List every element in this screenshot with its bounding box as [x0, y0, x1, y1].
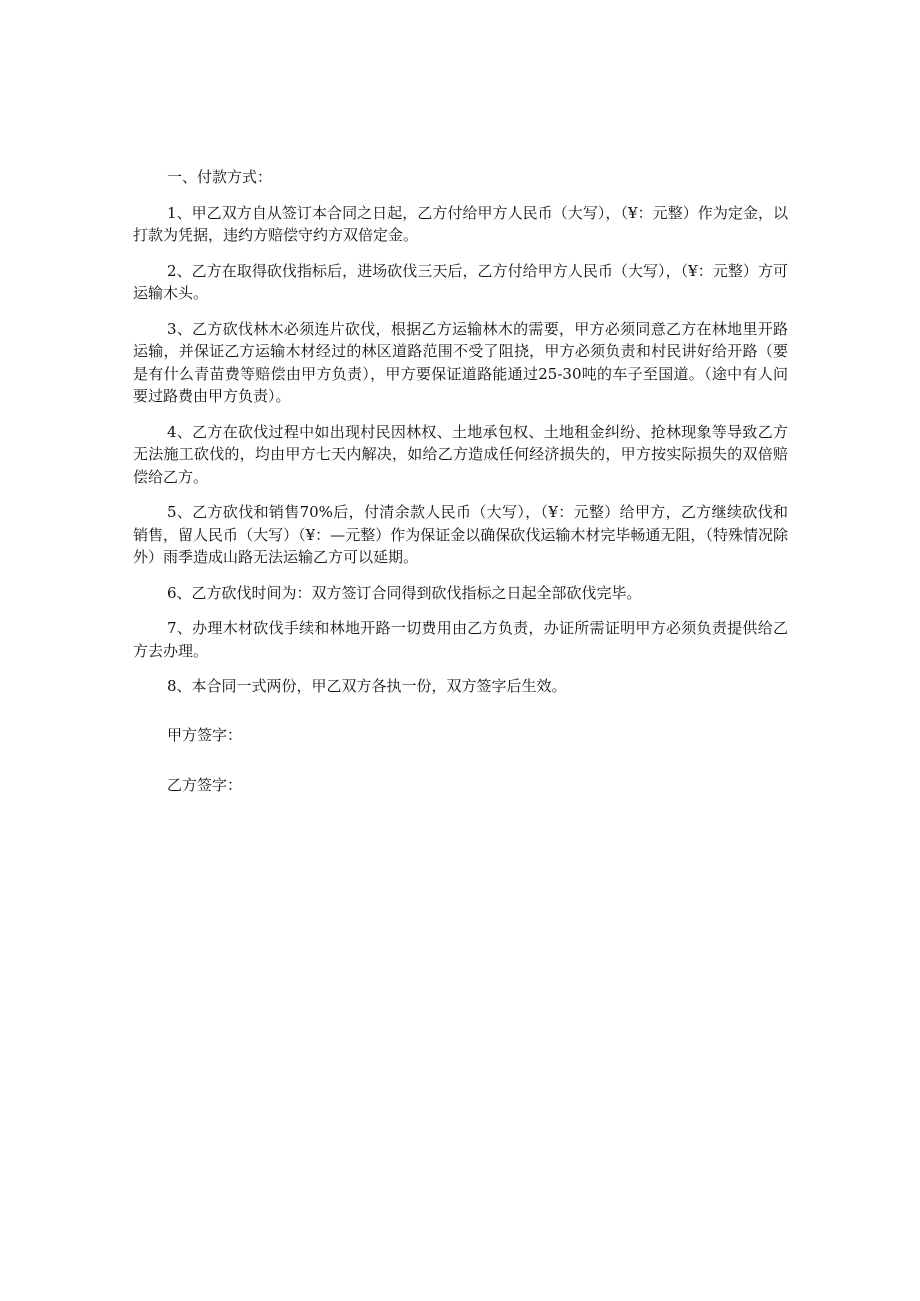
- clause-3: 3、乙方砍伐林木必须连片砍伐，根据乙方运输林木的需要，甲方必须同意乙方在林地里开路运输，并保证乙方运输木材经过的林区道路范围不受了阻挠，甲方必须负责和村民讲好给开路（要是有什么青苗费等赔偿由甲方负责），甲方要保证道路能通过25-30吨的车子至国道。（途中有人问要过路费由甲方负责）。: [133, 319, 788, 405]
- contract-body: [133, 166, 788, 825]
- party-a-signature-label: 甲方签字：: [167, 725, 243, 744]
- party-b-signature-label: 乙方签字：: [167, 776, 243, 794]
- clause-4: 4、乙方在砍伐过程中如出现村民因林权、土地承包权、土地租金纠纷、抢林现象等导致乙方无法施工砍伐的，均由甲方七天内解决，如给乙方造成任何经济损失的，甲方按实际损失的双倍赔偿给乙方。: [133, 422, 788, 486]
- clause-7: 7、办理木材砍伐手续和林地开路一切费用由乙方负责，办证所需证明甲方必须负责提供给乙方去办理。: [133, 619, 788, 660]
- clause-1: 1、甲乙双方自从签订本合同之日起，乙方付给甲方人民币（大写），（¥：元整）作为定金，以打款为凭据，违约方赔偿守约方双倍定金。: [133, 203, 788, 244]
- clause-5: 5、乙方砍伐和销售70%后，付清余款人民币（大写），（¥：元整）给甲方，乙方继续砍伐和销售，留人民币（大写）（¥：—元整）作为保证金以确保砍伐运输木材完毕畅通无阻，（特殊情况除外）雨季造成山路无法运输乙方可以延期。: [133, 503, 788, 566]
- clause-6: 6、乙方砍伐时间为：双方签订合同得到砍伐指标之日起全部砍伐完毕。: [167, 583, 642, 602]
- section-heading-payment: 一、付款方式：: [167, 168, 273, 186]
- clause-2: 2、乙方在取得砍伐指标后，进场砍伐三天后，乙方付给甲方人民币（大写），（¥：元整）方可运输木头。: [133, 261, 788, 302]
- clause-8: 8、本合同一式两份，甲乙双方各执一份，双方签字后生效。: [167, 677, 567, 695]
